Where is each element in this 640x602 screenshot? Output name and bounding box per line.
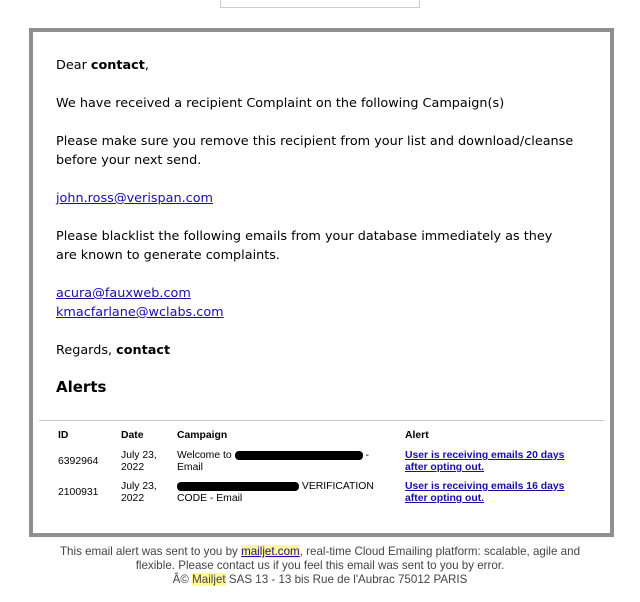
campaign-prefix: Welcome to	[177, 450, 232, 461]
redaction-mark	[235, 451, 363, 460]
date-line: July 23,	[121, 481, 157, 492]
blacklist-email-list	[56, 284, 224, 322]
alert-link[interactable]: User is receiving emails 20 days	[405, 450, 565, 461]
greeting: Dear contact,	[56, 58, 149, 73]
column-header-date: Date	[121, 430, 144, 441]
column-header-campaign: Campaign	[177, 430, 228, 441]
alert-link[interactable]: after opting out.	[405, 493, 485, 504]
complaint-email-line	[56, 189, 213, 208]
campaign-line	[177, 450, 369, 462]
top-tab-decoration	[220, 0, 420, 8]
row-id: 2100931	[58, 487, 99, 498]
row-date	[121, 481, 157, 505]
date-line: 2022	[121, 493, 145, 504]
blacklist-email-link[interactable]: acura@fauxweb.com	[56, 286, 191, 301]
row-id: 6392964	[58, 456, 99, 467]
regards	[56, 341, 170, 360]
divider	[39, 420, 604, 421]
row-alert[interactable]	[405, 481, 564, 505]
column-header-id: ID	[58, 430, 69, 441]
row-alert[interactable]	[405, 450, 564, 474]
alert-link[interactable]: User is receiving emails 16 days	[405, 481, 565, 492]
regards-prefix: Regards,	[56, 343, 113, 358]
campaign-line: CODE - Email	[177, 493, 243, 504]
footer-line: flexible. Please contact us if you feel this email was sent to you by error.	[135, 559, 505, 572]
campaign-line: Email	[177, 462, 203, 473]
footer-text: This email alert was sent to you by	[59, 545, 238, 558]
complaint-email-link[interactable]: john.ross@verispan.com	[56, 191, 214, 206]
footer-address: SAS 13 - 13 bis Rue de l'Aubrac 75012 PARIS	[228, 573, 468, 586]
footer	[45, 545, 595, 587]
copyright-symbol: Â©	[172, 573, 189, 586]
list-item	[56, 303, 224, 322]
row-date	[121, 450, 157, 474]
footer-text: , real-time Cloud Emailing platform: scalable, agile and	[299, 545, 581, 558]
brand-name: Mailjet	[192, 573, 226, 586]
greeting-prefix: Dear	[56, 58, 87, 73]
footer-line	[45, 573, 595, 587]
column-header-alert: Alert	[405, 430, 429, 441]
alert-link[interactable]: after opting out.	[405, 462, 485, 473]
row-campaign	[177, 481, 374, 505]
campaign-suffix: VERIFICATION	[301, 481, 374, 492]
date-line: 2022	[121, 462, 145, 473]
footer-line	[45, 545, 595, 559]
blacklist-email-link[interactable]: kmacfarlane@wclabs.com	[56, 305, 224, 320]
mailjet-link[interactable]: mailjet.com	[241, 545, 300, 558]
recipient-name: contact	[90, 58, 145, 73]
campaign-suffix: -	[365, 450, 369, 461]
date-line: July 23,	[121, 450, 157, 461]
regards-name: contact	[116, 343, 171, 358]
redaction-mark	[177, 482, 299, 491]
instruction-text: Please make sure you remove this recipient from your list and download/cleanse before your next send.	[56, 134, 574, 168]
received-text: We have received a recipient Complaint on the following Campaign(s)	[56, 96, 505, 111]
alerts-heading: Alerts	[56, 378, 107, 396]
campaign-line	[177, 481, 374, 493]
email-frame	[29, 28, 614, 537]
list-item	[56, 284, 224, 303]
row-campaign	[177, 450, 369, 474]
blacklist-text: Please blacklist the following emails from your database immediately as they are known to generate complaints.	[56, 229, 553, 263]
